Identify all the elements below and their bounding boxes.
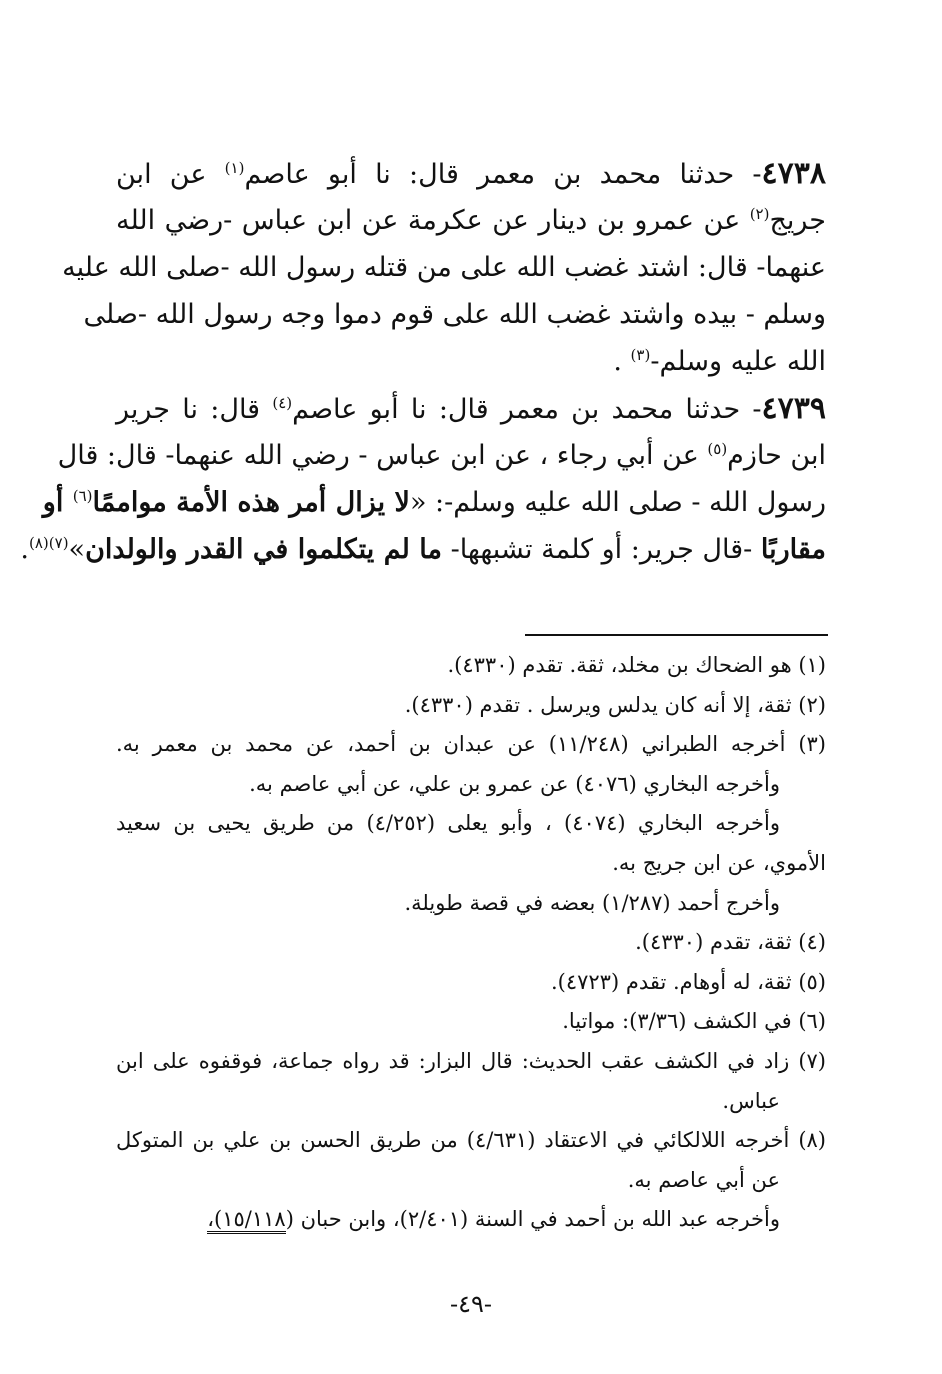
footnote-8: (٨) أخرجه اللالكائي في الاعتقاد (٤/٦٣١) من طريق الحسن بن علي بن المتوكل [116, 1128, 826, 1153]
footnote-4: (٤) ثقة، تقدم (٤٣٣٠). [635, 930, 826, 955]
hadith-text: - حدثنا محمد بن معمر قال: نا أبو عاصم [292, 394, 762, 425]
footnote-3: (٣) أخرجه الطبراني (١١/٢٤٨) عن عبدان بن أحمد، عن محمد بن معمر به. [116, 732, 826, 757]
footnote-8-cont [116, 1200, 826, 1240]
hadith-text: عن أبي رجاء ، عن ابن عباس - رضي الله عنهما- قال: قال [57, 440, 708, 471]
hadith-4739-line-4 [20, 526, 826, 573]
hadith-matn-bold: مقاربًا [760, 534, 826, 565]
hadith-4739-line-3 [42, 479, 826, 526]
hadith-number: ٤٧٣٨ [761, 156, 826, 191]
hadith-4739-line-1 [116, 385, 826, 432]
footnote-7-cont: عباس. [722, 1088, 780, 1113]
footnote-ref[interactable]: (٦) [72, 487, 93, 505]
hadith-text: جريج [769, 205, 826, 236]
hadith-matn-bold: ما لم يتكلموا في القدر والولدان [85, 534, 442, 565]
footnote-3-cont: وأخرج أحمد (١/٢٨٧) بعضه في قصة طويلة. [404, 890, 780, 915]
footnote-8-cont: عن أبي عاصم به. [627, 1167, 780, 1192]
hadith-text: -قال جرير: أو كلمة تشبهها- [441, 534, 761, 565]
footnote-ref[interactable]: (٧)(٨) [28, 534, 69, 552]
hadith-4738-line-4: وسلم - بيده واشتد غضب الله على قوم دموا وجه رسول الله -صلى [83, 299, 826, 330]
hadith-text: . [20, 534, 29, 565]
hadith-matn-bold: لا يزال أمر هذه الأمة مواممًا [92, 487, 410, 518]
page-number: -٤٩- [450, 1290, 492, 1318]
footnote-1: (١) هو الضحاك بن مخلد، ثقة. تقدم (٤٣٣٠). [447, 653, 826, 677]
hadith-4739-line-2 [57, 432, 826, 479]
footnote-2: (٢) ثقة، إلا أنه كان يدلس ويرسل . تقدم (٤٣٣٠). [404, 692, 826, 717]
footnote-ref[interactable]: (٤) [272, 394, 293, 412]
footnotes [116, 646, 826, 1240]
footnote-ref[interactable]: (٥) [707, 440, 728, 458]
hadith-text: الله عليه وسلم- [650, 346, 826, 377]
hadith-4738-line-2 [116, 197, 826, 244]
footnote-5: (٥) ثقة، له أوهام. تقدم (٤٧٢٣). [550, 969, 826, 994]
hadith-text: - حدثنا محمد بن معمر قال: نا أبو عاصم [244, 159, 762, 190]
hadith-text: عن عمرو بن دينار عن عكرمة عن ابن عباس -رضي الله [116, 205, 750, 236]
hadith-text: . [613, 346, 631, 377]
hadith-number: ٤٧٣٩ [761, 391, 826, 426]
hadith-text: عن ابن [116, 159, 225, 190]
hadith-text: قال: نا جرير [116, 394, 273, 425]
continued-marker: ١٥/١١٨)، [207, 1207, 285, 1234]
footnote-ref[interactable]: (١) [224, 159, 245, 177]
hadith-4738-line-1 [116, 150, 826, 197]
footnote-ref[interactable]: (٣) [630, 346, 651, 364]
footnote-text: وأخرجه عبد الله بن أحمد في السنة (٢/٤٠١)، وابن حبان ( [285, 1207, 780, 1232]
footnote-3-cont: وأخرجه البخاري (٤٠٧٤) ، وأبو يعلى (٤/٢٥٢) من طريق يحيى بن سعيد [116, 811, 780, 836]
hadith-text: ابن حازم [727, 440, 826, 471]
hadith-matn-bold: أو [42, 487, 73, 518]
hadith-text: رسول الله - صلى الله عليه وسلم-: « [409, 487, 826, 518]
hadith-4738-line-3: عنهما- قال: اشتد غضب الله على من قتله رسول الله -صلى الله عليه [62, 252, 826, 283]
footnote-separator [525, 634, 828, 636]
hadith-4738-line-5 [116, 338, 826, 385]
footnote-6: (٦) في الكشف (٣/٣٦): مواتيا. [562, 1009, 826, 1034]
footnote-7: (٧) زاد في الكشف عقب الحديث: قال البزار: قد رواه جماعة، فوقفوه على ابن [116, 1048, 826, 1073]
quote-mark: » [68, 534, 86, 565]
footnote-3-cont: وأخرجه البخاري (٤٠٧٦) عن عمرو بن علي، عن أبي عاصم به. [249, 771, 780, 796]
main-text [20, 150, 826, 573]
footnote-ref[interactable]: (٢) [749, 205, 770, 223]
footnote-3-cont: الأموي، عن ابن جريج به. [612, 850, 826, 875]
